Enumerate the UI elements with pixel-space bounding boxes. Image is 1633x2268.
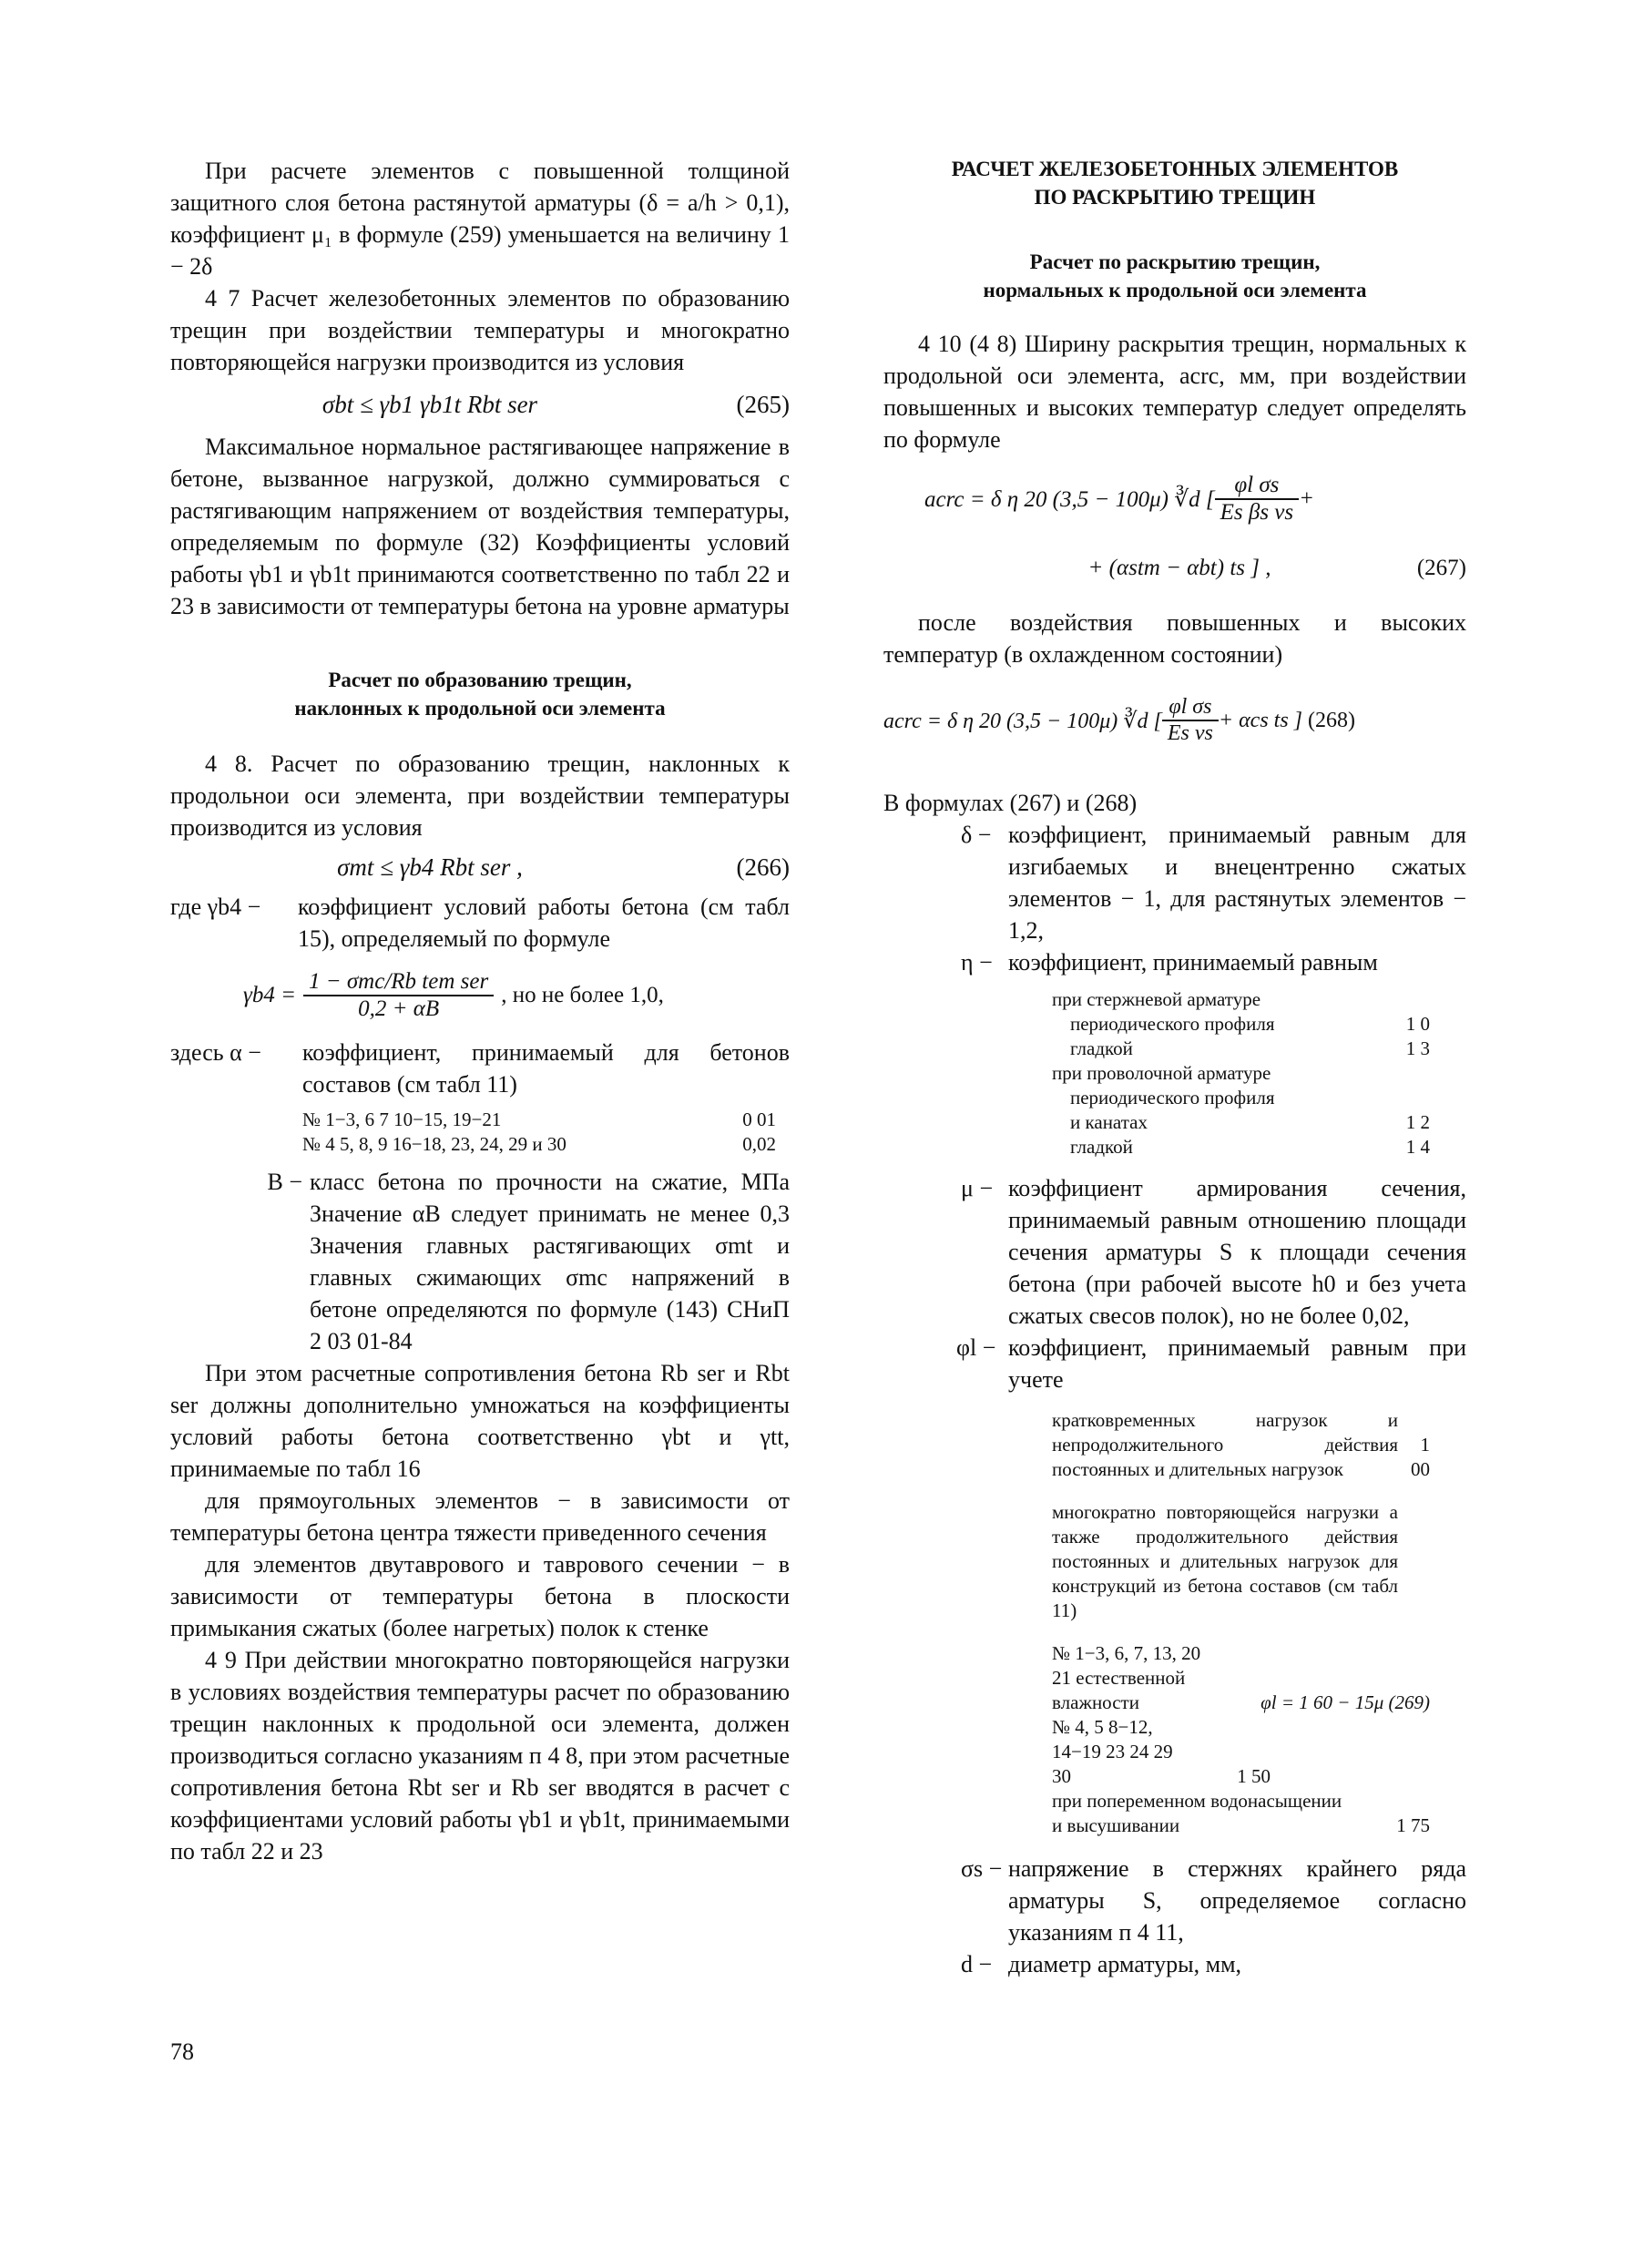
formula-267-numerator: φl σs [1215, 473, 1300, 500]
definition-eta [883, 946, 1466, 978]
formula-268-numerator: φl σs [1162, 695, 1219, 721]
table-row [1052, 1037, 1430, 1061]
formula-267-line2 [883, 543, 1466, 594]
table-key: № 4 5, 8, 9 16−18, 23, 24, 29 и 30 [302, 1133, 566, 1155]
definition-text: коэффициент, принимаемый равным для изгибаемых и внецентренно сжатых элементов − 1, для растянутых элементов − 1,2, [1008, 822, 1466, 944]
section-heading-inclined-1: Расчет по образованию трещин, [328, 669, 632, 691]
table-value: 1 2 [1405, 1111, 1430, 1133]
formula-266-body: σmt ≤ γb4 Rbt ser , [337, 853, 523, 881]
formula-267-line1 [883, 455, 1466, 543]
phi-value-175: 1 75 [1396, 1814, 1430, 1836]
phi-table [1052, 1408, 1430, 1838]
phi-case-compositions-e: 14−19 23 24 29 [1052, 1741, 1173, 1762]
formula-gamma-numerator: 1 − σmc/Rb tem ser [303, 969, 494, 996]
phi-row-drying [1052, 1813, 1430, 1838]
phi-case-short [1052, 1408, 1430, 1482]
table-value: 1 0 [1405, 1013, 1430, 1035]
formula-gamma-tail: , но не более 1,0, [501, 983, 664, 1007]
formula-268 [883, 670, 1466, 771]
phi-value-150: 1 50 [1237, 1765, 1271, 1787]
definition-symbol: μ − [961, 1175, 994, 1201]
phi-case-compositions-f: 30 [1052, 1765, 1071, 1787]
table-key: № 1−3, 6 7 10−15, 19−21 [302, 1108, 502, 1130]
formula-gamma-b4 [170, 955, 790, 1037]
definition-symbol: где γb4 − [170, 894, 261, 920]
formula-268-fraction [1162, 695, 1219, 746]
paragraph-4-8: 4 8. Расчет по образованию трещин, наклонных к продольнои оси элемента, при воздействии температуры производится из условия [170, 751, 790, 841]
phi-case-value: 1 00 [1411, 1434, 1430, 1480]
table-key: гладкой [1070, 1136, 1133, 1158]
definition-text: напряжение в стержнях крайнего ряда арматуры S, определяемое согласно указаниям п 4 11, [1008, 1855, 1466, 1946]
formula-267-fraction [1215, 473, 1300, 526]
formula-268-prefix: acrc = δ η 20 (3,5 − 100μ) ∛d [ [883, 709, 1162, 733]
phi-row-30 [1052, 1764, 1271, 1789]
definition-B [170, 1166, 790, 1357]
formula-267-body: + (αstm − αbt) ts ] , [1087, 556, 1271, 580]
phi-case-drying: и высушивании [1052, 1814, 1180, 1836]
phi-case-compositions-b: 21 естественной [1052, 1667, 1186, 1689]
table-row [302, 1108, 776, 1132]
definition-d [883, 1948, 1466, 1980]
alpha-table [302, 1108, 776, 1157]
formula-267-denominator: Es βs νs [1220, 500, 1294, 525]
table-row [302, 1132, 776, 1157]
phi-case-moisture: влажности [1052, 1691, 1139, 1713]
formula-268-number: (268) [1308, 708, 1355, 732]
formula-269: φl = 1 60 − 15μ (269) [1260, 1691, 1430, 1713]
phi-case-repeated: многократно повторяющейся нагрузки а также продолжительного действия постоянных и длительных нагрузок для конструкций из бетона составов (см табл 11) [1052, 1501, 1398, 1621]
table-row [1052, 1086, 1430, 1110]
formula-266-number: (266) [736, 853, 790, 881]
table-key: и канатах [1070, 1111, 1148, 1133]
section-heading-crack-opening-1: РАСЧЕТ ЖЕЛЕЗОБЕТОННЫХ ЭЛЕМЕНТОВ [951, 158, 1399, 180]
paragraph-4-9: 4 9 При действии многократно повторяющейся нагрузки в условиях воздействия температуры расчет по образованию трещин наклонных к продольной оси элемента, должен производиться согласно указаниям п 4 8, при этом расчетные сопротивления бетона Rbt ser и Rb ser вводятся в расчет с коэффициентами условий работы γb1 и γb1t, принимаемыми по табл 22 и 23 [170, 1647, 790, 1864]
paragraph-i-section: для элементов двутаврового и таврового сечении − в зависимости от температуры бетона в плоскости примыкания сжатых (более нагретых) полок к стенке [170, 1551, 790, 1641]
definition-symbol: δ − [961, 822, 992, 848]
subsection-heading-1: Расчет по раскрытию трещин, [1029, 250, 1321, 273]
formula-gamma-denominator: 0,2 + αB [358, 996, 440, 1021]
definition-text: класс бетона по прочности на сжатие, МПа Значение αB следует принимать не менее 0,3 Значения главных растягивающих σmt и главных сжимающих σmc напряжений в бетоне определяются по формуле (143) СНиП 2 03 01-84 [310, 1169, 790, 1354]
table-value: 0 01 [742, 1108, 776, 1130]
definition-text: диаметр арматуры, мм, [1008, 1951, 1242, 1977]
definition-text: коэффициент, принимаемый равным при учете [1008, 1334, 1466, 1393]
paragraph-in-formulas: В формулах (267) и (268) [883, 790, 1138, 816]
phi-case-compositions-d: № 4, 5 8−12, [1052, 1716, 1153, 1738]
table-key: периодического профиля [1070, 1087, 1275, 1108]
phi-formula-row [1052, 1691, 1430, 1715]
definition-symbol: B − [267, 1169, 302, 1195]
definition-alpha [170, 1037, 790, 1100]
table-value: 1 3 [1405, 1037, 1430, 1059]
formula-266 [170, 843, 790, 891]
subsection-heading-2: нормальных к продольной оси элемента [983, 279, 1367, 301]
definition-symbol: η − [961, 949, 993, 976]
definition-phi [883, 1332, 1466, 1395]
definition-gamma-b4 [170, 891, 790, 955]
table-key: гладкой [1070, 1037, 1133, 1059]
phi-case-compositions-a: № 1−3, 6, 7, 13, 20 [1052, 1642, 1201, 1664]
table-row [1052, 987, 1430, 1012]
formula-268-denominator: Es νs [1167, 721, 1213, 745]
definition-sigma-s [883, 1853, 1466, 1948]
paragraph-max-stress: Максимальное нормальное растягивающее напряжение в бетоне, вызванное нагрузкой, должно суммироваться с растягивающим напряжением от воздействия температуры, определяемым по формуле (32) Коэффициенты условий работы γb1 и γb1t принимаются соответственно по табл 22 и 23 в зависимости от температуры бетона на уровне арматуры [170, 434, 790, 619]
formula-265 [170, 378, 790, 431]
formula-268-tail: + αcs ts ] [1218, 708, 1303, 732]
formula-267-plus: + [1299, 486, 1315, 511]
definition-symbol: здесь α − [170, 1039, 261, 1066]
definition-text: коэффициент, принимаемый равным [1008, 949, 1378, 976]
eta-table [1052, 987, 1430, 1160]
paragraph-4-7: 4 7 Расчет железобетонных элементов по образованию трещин при воздействии температуры и многократно повторяющейся нагрузки производится из условия [170, 285, 790, 375]
definition-symbol: σs − [961, 1855, 1003, 1882]
phi-case-text: кратковременных нагрузок и непродолжительного действия постоянных и длительных нагрузок [1052, 1409, 1398, 1480]
left-column [170, 155, 790, 1867]
section-heading-crack-opening-2: ПО РАСКРЫТИЮ ТРЕЩИН [1034, 186, 1316, 209]
table-row [1052, 1061, 1430, 1086]
table-row [1052, 1012, 1430, 1037]
right-column [883, 155, 1466, 1980]
table-key: периодического профиля [1070, 1013, 1275, 1035]
paragraph-thick-cover: При расчете элементов с повышенной толщиной защитного слоя бетона растянутой арматуры (δ = a/h > 0,1), коэффициент μ₁ в формуле (259) уменьшается на величину 1 − 2δ [170, 158, 790, 280]
phi-case-alternating: при попеременном водонасыщении [1052, 1790, 1342, 1812]
table-value: 0,02 [742, 1133, 776, 1155]
paragraph-rectangular: для прямоугольных элементов − в зависимости от температуры бетона центра тяжести приведенного сечения [170, 1487, 790, 1546]
definition-symbol: d − [961, 1951, 993, 1977]
table-row [1052, 1110, 1430, 1135]
definition-text: коэффициент армирования сечения, принимаемый равным отношению площади сечения арматуры S к площади сечения бетона (при рабочей высоте h0 и без учета сжатых свесов полок), но не более 0,02, [1008, 1175, 1466, 1329]
definition-symbol: φl − [956, 1334, 996, 1361]
table-key: при стержневой арматуре [1052, 988, 1261, 1010]
formula-265-body: σbt ≤ γb1 γb1t Rbt ser [321, 390, 538, 418]
formula-267-prefix: acrc = δ η 20 (3,5 − 100μ) ∛d [ [924, 487, 1215, 512]
table-key: при проволочной арматуре [1052, 1062, 1271, 1084]
section-heading-inclined-2: наклонных к продольной оси элемента [294, 697, 666, 720]
definition-text: коэффициент условий работы бетона (см табл 15), определяемый по формуле [298, 894, 790, 952]
page-number: 78 [170, 2038, 194, 2065]
table-value: 1 4 [1405, 1136, 1430, 1158]
definition-text: коэффициент, принимаемый для бетонов составов (см табл 11) [302, 1039, 790, 1098]
definition-delta [883, 819, 1466, 946]
formula-265-number: (265) [736, 390, 790, 418]
paragraph-after-exposure: после воздействия повышенных и высоких температур (в охлажденном состоянии) [883, 609, 1466, 668]
formula-gamma-lhs: γb4 = [243, 983, 296, 1007]
paragraph-4-10: 4 10 (4 8) Ширину раскрытия трещин, нормальных к продольной оси элемента, acrc, мм, при воздействии повышенных и высоких температур следует определять по формуле [883, 331, 1466, 453]
formula-267-number: (267) [1416, 556, 1466, 580]
table-row [1052, 1135, 1430, 1160]
paragraph-design-resistance: При этом расчетные сопротивления бетона Rb ser и Rbt ser должны дополнительно умножаться на коэффициенты условий работы бетона соответственно γbt и γtt, принимаемые по табл 16 [170, 1360, 790, 1482]
definition-mu [883, 1172, 1466, 1332]
formula-gamma-fraction [303, 969, 494, 1022]
